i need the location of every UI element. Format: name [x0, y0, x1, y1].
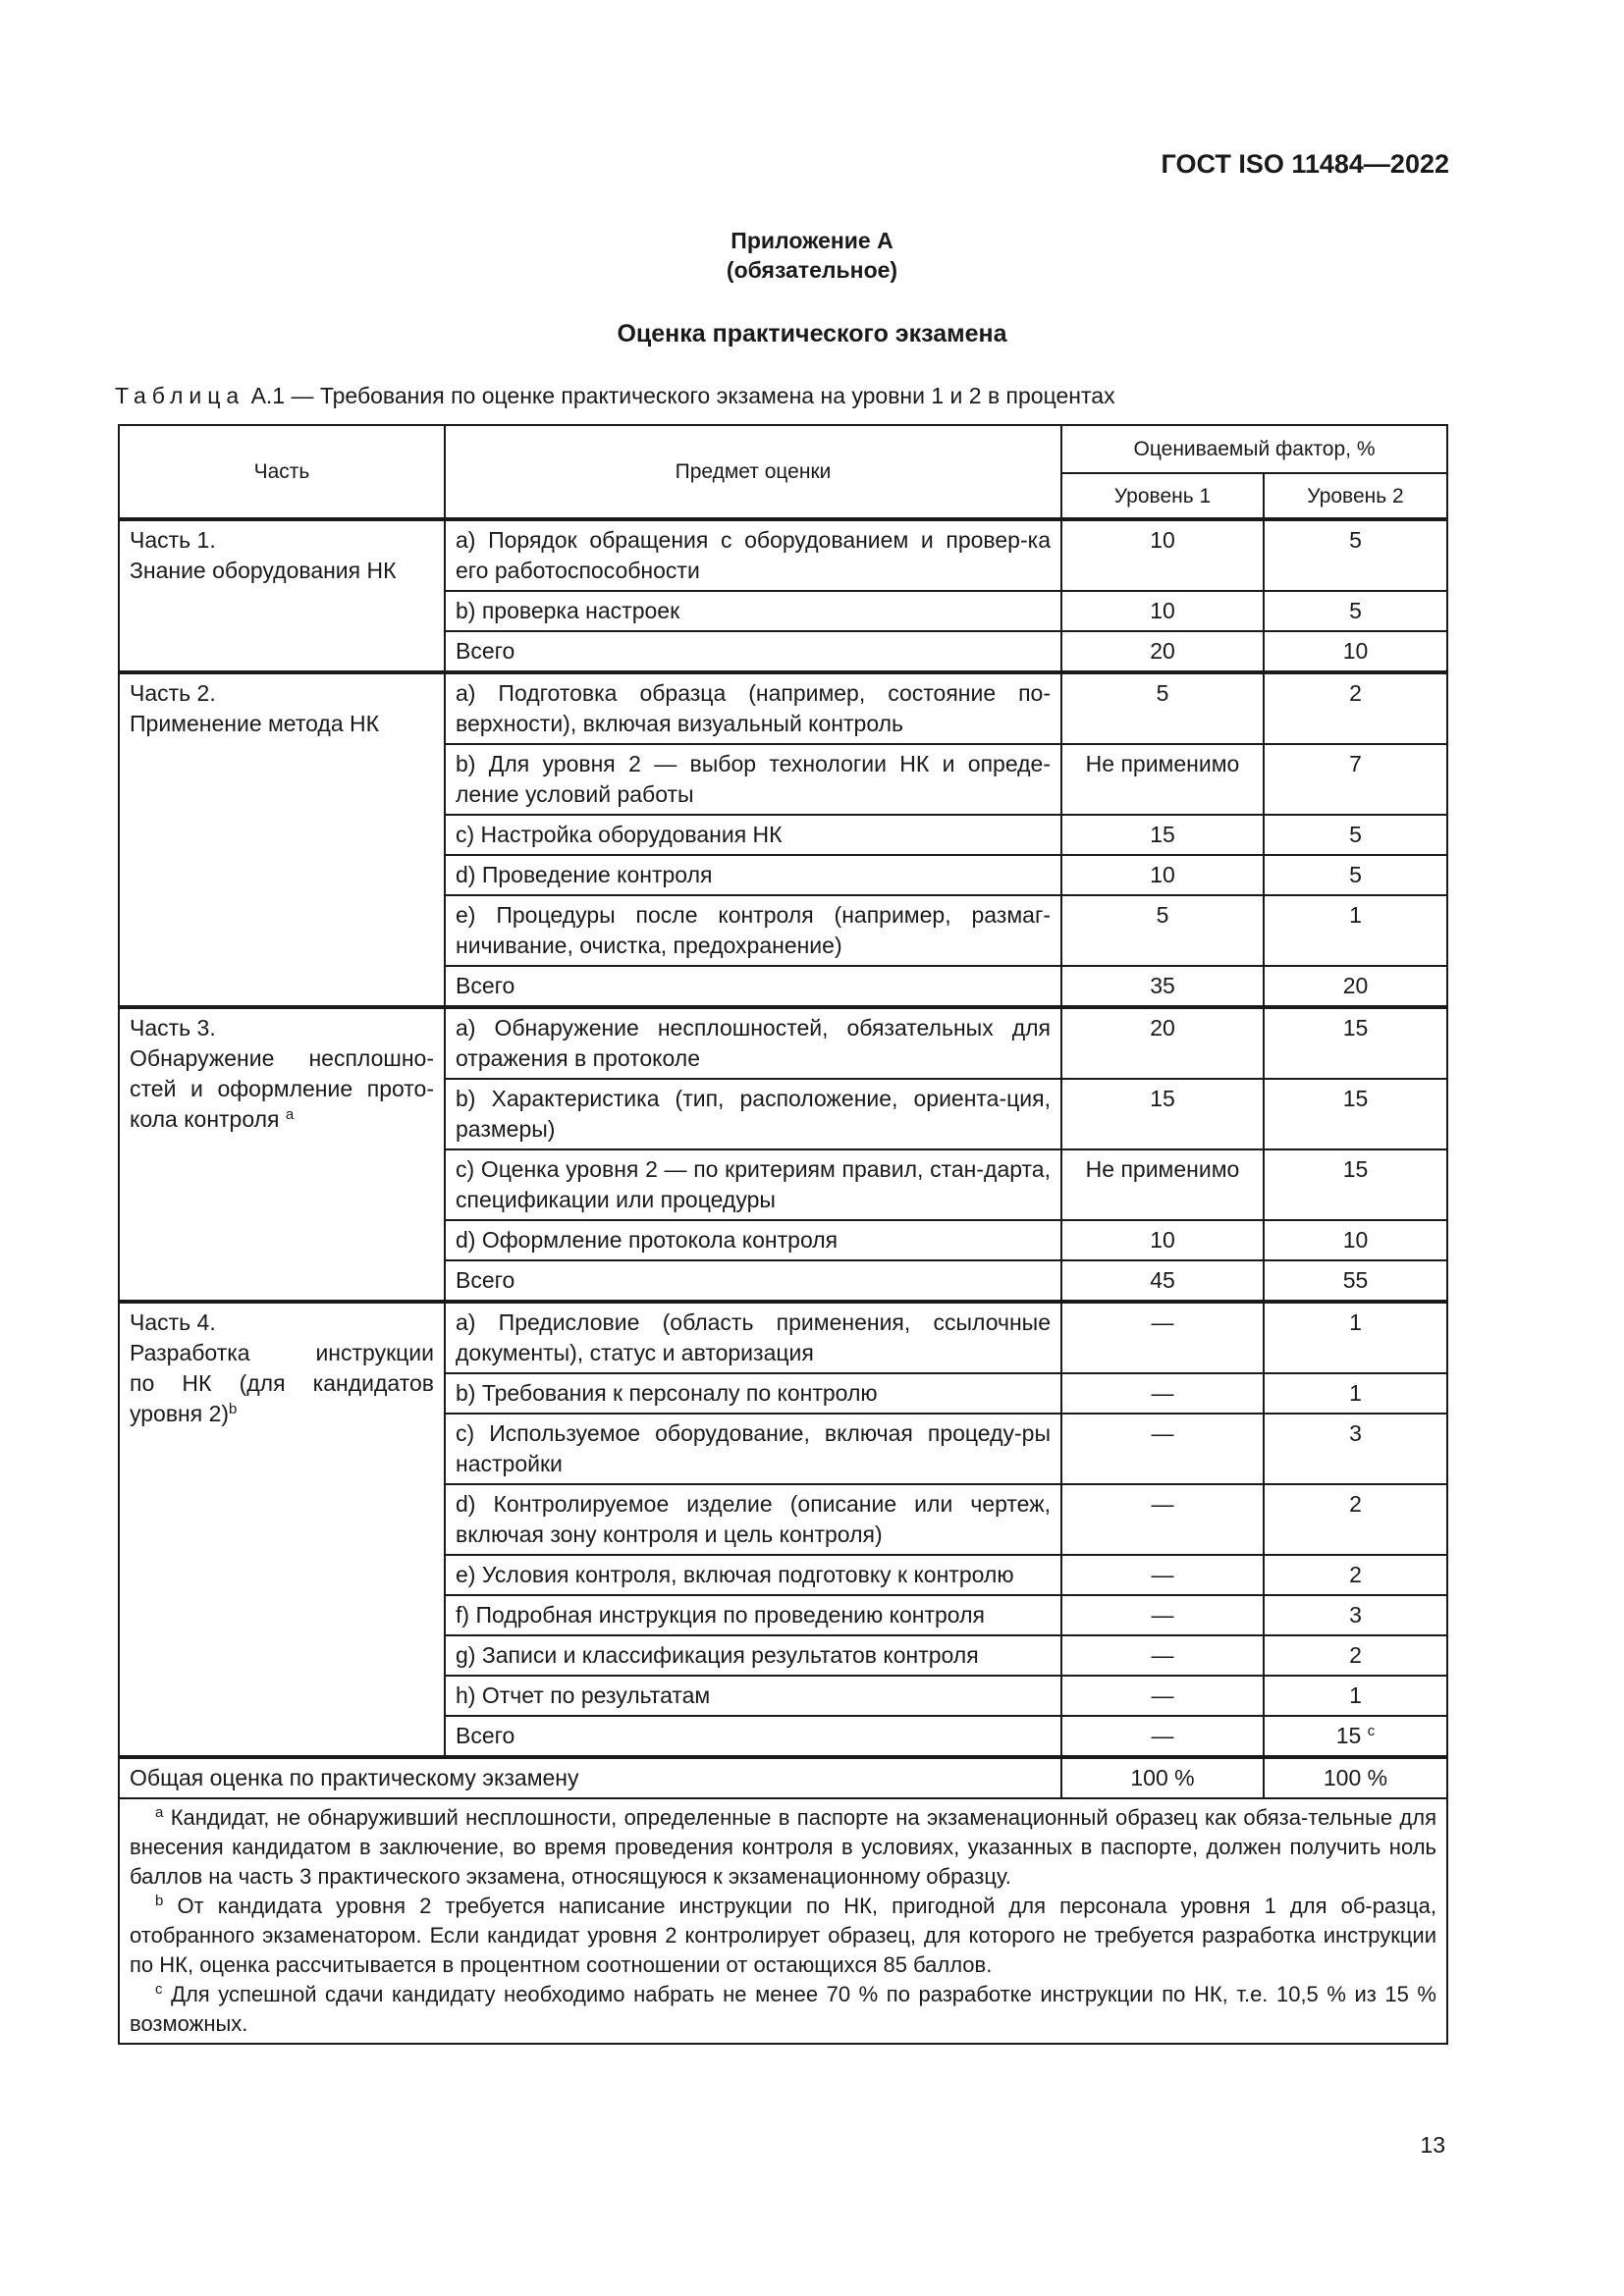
part-line — [130, 1308, 434, 1338]
part-cell — [119, 519, 445, 672]
total-level-2: 100 % — [1264, 1757, 1447, 1798]
header-level-1: Уровень 1 — [1061, 473, 1264, 519]
level-1-value: — — [1061, 1302, 1264, 1373]
part-line — [130, 1013, 434, 1043]
total-level-1: 100 % — [1061, 1757, 1264, 1798]
level-1-value: 15 — [1061, 815, 1264, 855]
total-label: Общая оценка по практическому экзамену — [119, 1757, 1061, 1798]
document-code: ГОСТ ISO 11484—2022 — [1161, 149, 1449, 179]
subject-cell: b) Для уровня 2 — выбор технологии НК и опреде-ление условий работы — [445, 744, 1061, 815]
part-cell — [119, 672, 445, 1007]
footnote-ref: a — [285, 1106, 295, 1123]
level-1-value: — — [1061, 1716, 1264, 1757]
level-1-value: 10 — [1061, 519, 1264, 591]
subject-cell: b) Характеристика (тип, расположение, ориента-ция, размеры) — [445, 1079, 1061, 1149]
subject-cell: d) Оформление протокола контроля — [445, 1220, 1061, 1260]
level-2-value — [1264, 815, 1447, 855]
level-1-value: 20 — [1061, 1007, 1264, 1079]
level-1-value: 10 — [1061, 591, 1264, 631]
subject-cell: a) Обнаружение несплошностей, обязательных для отражения в протоколе — [445, 1007, 1061, 1079]
part-line-text: Часть 4. — [130, 1309, 216, 1335]
subject-cell: c) Настройка оборудования НК — [445, 815, 1061, 855]
level-2-value — [1264, 1373, 1447, 1414]
level-2-value — [1264, 1414, 1447, 1484]
level-2-value — [1264, 1149, 1447, 1220]
level-1-value: 10 — [1061, 855, 1264, 895]
part-line-text: Часть 1. — [130, 527, 216, 553]
level-2-value-text: 5 — [1349, 598, 1362, 623]
subject-cell: g) Записи и классификация результатов контроля — [445, 1635, 1061, 1676]
level-2-value-text: 2 — [1349, 1562, 1362, 1587]
level-2-value-text: 1 — [1349, 1682, 1362, 1708]
subject-cell: d) Контролируемое изделие (описание или чертеж, включая зону контроля и цель контроля) — [445, 1484, 1061, 1555]
level-2-value — [1264, 591, 1447, 631]
level-2-value-text: 1 — [1349, 1309, 1362, 1335]
annex-title: Приложение А — [731, 228, 893, 253]
table-row — [119, 672, 1447, 744]
part-line-text: Знание оборудования НК — [130, 558, 397, 583]
level-2-value-text: 1 — [1349, 1380, 1362, 1406]
level-1-value: — — [1061, 1676, 1264, 1716]
footnote — [130, 1980, 1436, 2039]
part-line — [130, 525, 434, 556]
level-2-value-text: 20 — [1342, 973, 1369, 998]
level-1-value: 35 — [1061, 966, 1264, 1007]
level-1-value: — — [1061, 1595, 1264, 1635]
level-2-value-text: 15 — [1342, 1015, 1369, 1041]
footnote-text: От кандидата уровня 2 требуется написание инструкции по НК, пригодной для персонала уровня 1 для об-разца, отобранного экзаменатором. Если кандидат уровня 2 контролирует образец, для которого не требуется разработка инструкции по НК, оценка рассчитывается в процентном соотношении от остающихся 85 баллов. — [130, 1894, 1437, 1977]
level-2-value — [1264, 1302, 1447, 1373]
part-line — [130, 709, 434, 739]
total-row — [119, 1757, 1447, 1798]
part-line-text: стей и оформление прото- — [130, 1076, 434, 1101]
level-2-value — [1264, 1220, 1447, 1260]
level-2-value — [1264, 1635, 1447, 1676]
subject-cell: Всего — [445, 631, 1061, 672]
part-line — [130, 1074, 434, 1104]
level-2-value — [1264, 895, 1447, 966]
level-2-value — [1264, 631, 1447, 672]
footnote-text: Кандидат, не обнаруживший несплошности, определенные в паспорте на экзаменационный образец как обяза-тельные для внесения кандидатом в заключение, во время проведения контроля в условиях, указанных в паспорте, должен получить ноль баллов на часть 3 практического экзамена, относящуюся к экзаменационному образцу. — [130, 1805, 1437, 1889]
table-caption-text: А.1 — Требования по оценке практического экзамена на уровни 1 и 2 в процентах — [250, 383, 1115, 408]
level-2-value-text: 10 — [1342, 1227, 1369, 1253]
level-2-value — [1264, 1555, 1447, 1595]
part-line — [130, 678, 434, 709]
part-line-text: Разработка инструкции — [130, 1340, 434, 1365]
level-2-value-text: 10 — [1342, 638, 1369, 664]
part-line — [130, 1043, 434, 1074]
footnote-text: Для успешной сдачи кандидату необходимо набрать не менее 70 % по разработке инструкции по НК, т.е. 10,5 % из 15 % возможных. — [130, 1982, 1436, 2036]
header-part: Часть — [119, 425, 445, 519]
annex-heading: Оценка практического экзамена — [617, 320, 1007, 347]
level-1-value: 15 — [1061, 1079, 1264, 1149]
table-caption-label: Таблица — [115, 383, 245, 408]
part-line-text: уровня 2) — [130, 1401, 230, 1426]
level-1-value: 20 — [1061, 631, 1264, 672]
part-line-text: Часть 3. — [130, 1015, 216, 1041]
part-line — [130, 1104, 434, 1135]
level-1-value: Не применимо — [1061, 744, 1264, 815]
level-2-value — [1264, 744, 1447, 815]
table-row — [119, 1007, 1447, 1079]
footnote-ref: c — [1367, 1723, 1376, 1739]
part-line-text: кола контроля — [130, 1106, 280, 1132]
level-1-value: — — [1061, 1373, 1264, 1414]
part-cell — [119, 1302, 445, 1757]
level-2-value-text: 3 — [1349, 1420, 1362, 1446]
level-1-value: — — [1061, 1484, 1264, 1555]
level-2-value-text: 2 — [1349, 1491, 1362, 1517]
level-2-value-text: 55 — [1342, 1267, 1369, 1293]
part-line — [130, 1338, 434, 1368]
subject-cell: h) Отчет по результатам — [445, 1676, 1061, 1716]
footnote-ref: b — [229, 1401, 238, 1417]
footnote-mark: b — [155, 1893, 164, 1909]
part-line-text: Применение метода НК — [130, 711, 380, 736]
subject-cell: b) проверка настроек — [445, 591, 1061, 631]
level-2-value — [1264, 672, 1447, 744]
annex-status: (обязательное) — [726, 257, 898, 283]
level-2-value — [1264, 1007, 1447, 1079]
subject-cell: f) Подробная инструкция по проведению контроля — [445, 1595, 1061, 1635]
part-line — [130, 1368, 434, 1399]
part-line-text: Обнаружение несплошно- — [130, 1045, 434, 1071]
level-1-value: — — [1061, 1555, 1264, 1595]
subject-cell: d) Проведение контроля — [445, 855, 1061, 895]
header-subject: Предмет оценки — [445, 425, 1061, 519]
subject-cell: a) Порядок обращения с оборудованием и провер-ка его работоспособности — [445, 519, 1061, 591]
subject-cell: e) Процедуры после контроля (например, размаг-ничивание, очистка, предохранение) — [445, 895, 1061, 966]
part-line-text: по НК (для кандидатов — [130, 1370, 434, 1396]
level-2-value-text: 7 — [1349, 751, 1362, 776]
level-2-value-text: 15 — [1342, 1086, 1369, 1111]
header-factor: Оцениваемый фактор, % — [1061, 425, 1447, 473]
level-2-value — [1264, 966, 1447, 1007]
notes-row — [119, 1798, 1447, 2044]
subject-cell: a) Предисловие (область применения, ссылочные документы), статус и авторизация — [445, 1302, 1061, 1373]
part-line-text: Часть 2. — [130, 680, 216, 706]
footnote — [130, 1803, 1436, 1892]
part-cell — [119, 1007, 445, 1302]
level-2-value-text: 5 — [1349, 527, 1362, 553]
page-number: 13 — [1420, 2132, 1445, 2158]
level-2-value — [1264, 855, 1447, 895]
header-level-2: Уровень 2 — [1264, 473, 1447, 519]
level-1-value: Не применимо — [1061, 1149, 1264, 1220]
level-2-value — [1264, 1260, 1447, 1302]
level-1-value: 5 — [1061, 672, 1264, 744]
level-2-value — [1264, 1676, 1447, 1716]
subject-cell: Всего — [445, 1260, 1061, 1302]
level-1-value: 10 — [1061, 1220, 1264, 1260]
subject-cell: Всего — [445, 966, 1061, 1007]
level-2-value-text: 5 — [1349, 822, 1362, 847]
level-2-value — [1264, 1595, 1447, 1635]
level-2-value-text: 5 — [1349, 862, 1362, 887]
level-2-value-text: 3 — [1349, 1602, 1362, 1628]
table-row — [119, 1302, 1447, 1373]
level-2-value — [1264, 1079, 1447, 1149]
subject-cell: b) Требования к персоналу по контролю — [445, 1373, 1061, 1414]
level-2-value — [1264, 1716, 1447, 1757]
subject-cell: a) Подготовка образца (например, состояние по-верхности), включая визуальный контроль — [445, 672, 1061, 744]
subject-cell: c) Оценка уровня 2 — по критериям правил, стан-дарта, спецификации или процедуры — [445, 1149, 1061, 1220]
assessment-table — [118, 424, 1448, 2045]
table-caption — [115, 383, 1115, 409]
part-line — [130, 556, 434, 586]
level-1-value: — — [1061, 1414, 1264, 1484]
subject-cell: e) Условия контроля, включая подготовку к контролю — [445, 1555, 1061, 1595]
subject-cell: Всего — [445, 1716, 1061, 1757]
footnote — [130, 1892, 1436, 1980]
footnote-mark: c — [155, 1981, 163, 1998]
level-1-value: 5 — [1061, 895, 1264, 966]
part-line — [130, 1399, 434, 1429]
table-row — [119, 519, 1447, 591]
level-2-value — [1264, 519, 1447, 591]
level-1-value: 45 — [1061, 1260, 1264, 1302]
level-2-value-text: 2 — [1349, 1642, 1362, 1668]
level-2-value-text: 1 — [1349, 902, 1362, 928]
level-2-value-text: 15 — [1335, 1723, 1362, 1748]
subject-cell: c) Используемое оборудование, включая процеду-ры настройки — [445, 1414, 1061, 1484]
level-2-value-text: 2 — [1349, 680, 1362, 706]
level-1-value: — — [1061, 1635, 1264, 1676]
footnote-mark: a — [155, 1804, 164, 1821]
table-notes — [119, 1798, 1447, 2044]
level-2-value-text: 15 — [1342, 1156, 1369, 1182]
level-2-value — [1264, 1484, 1447, 1555]
